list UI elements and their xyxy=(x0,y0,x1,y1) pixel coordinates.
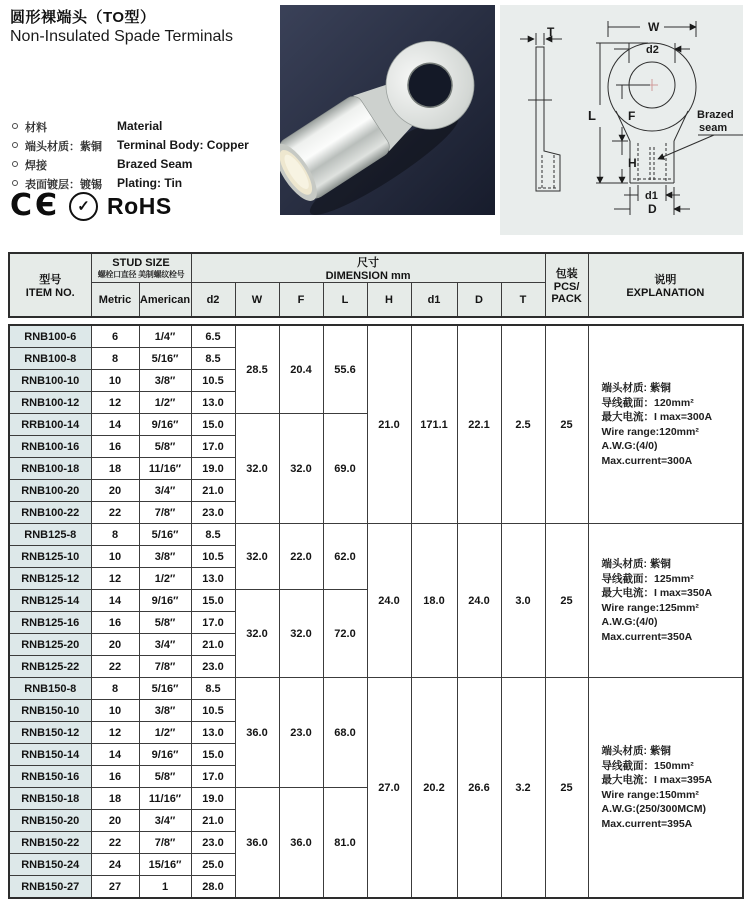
bullet-icon xyxy=(12,142,18,148)
dim-label-d1: d1 xyxy=(645,190,658,202)
rohs-label: RoHS xyxy=(107,192,172,219)
bullet-icon xyxy=(12,123,18,129)
material-list xyxy=(12,119,274,195)
explanation-line: 端头材质: 紫铜 xyxy=(601,558,671,570)
explanation-line: Max.current=350A xyxy=(601,630,693,643)
cell-american: 1/2″ xyxy=(139,722,191,744)
cell-american: 5/8″ xyxy=(139,612,191,634)
page-title-zh: 圆形裸端头（TO型） xyxy=(10,9,156,26)
cell-metric: 18 xyxy=(91,458,139,480)
cell-item-no: RNB150-14 xyxy=(9,744,91,766)
cell-item-no: RNB100-8 xyxy=(9,348,91,370)
cell-american: 1/4″ xyxy=(139,325,191,348)
cell-d2: 21.0 xyxy=(191,480,235,502)
cell-american: 11/16″ xyxy=(139,458,191,480)
cell-f: 23.0 xyxy=(279,678,323,788)
cell-item-no: RNB100-10 xyxy=(9,370,91,392)
cell-metric: 12 xyxy=(91,392,139,414)
table-row xyxy=(9,524,743,546)
cell-l: 55.6 xyxy=(323,325,367,414)
cell-metric: 12 xyxy=(91,722,139,744)
cell-d2: 25.0 xyxy=(191,854,235,876)
header-dim: d1 xyxy=(411,283,457,318)
explanation-line: Max.current=300A xyxy=(601,454,693,467)
cell-h: 27.0 xyxy=(367,678,411,899)
cell-f: 32.0 xyxy=(279,590,323,678)
cell-d1: 18.0 xyxy=(411,524,457,678)
cell-american: 7/8″ xyxy=(139,656,191,678)
cell-metric: 16 xyxy=(91,766,139,788)
cell-d2: 10.5 xyxy=(191,370,235,392)
cell-f: 36.0 xyxy=(279,788,323,899)
cell-w: 32.0 xyxy=(235,590,279,678)
explanation-line: Wire range:150mm² xyxy=(601,788,699,801)
cell-american: 3/4″ xyxy=(139,810,191,832)
cell-american: 1 xyxy=(139,876,191,899)
bullet-icon xyxy=(12,180,18,186)
cell-metric: 10 xyxy=(91,700,139,722)
cell-l: 69.0 xyxy=(323,414,367,524)
cell-american: 3/8″ xyxy=(139,546,191,568)
cell-metric: 22 xyxy=(91,502,139,524)
cell-w: 28.5 xyxy=(235,325,279,414)
cell-item-no: RNB150-12 xyxy=(9,722,91,744)
cell-f: 32.0 xyxy=(279,414,323,524)
explanation-line: 端头材质: 紫铜 xyxy=(601,745,671,757)
explanation-line: Wire range:120mm² xyxy=(601,425,699,438)
spec-table-body xyxy=(8,324,744,899)
cell-item-no: RNB100-20 xyxy=(9,480,91,502)
cell-d2: 15.0 xyxy=(191,590,235,612)
cell-d2: 15.0 xyxy=(191,414,235,436)
cell-metric: 10 xyxy=(91,370,139,392)
cell-d2: 13.0 xyxy=(191,722,235,744)
cell-explanation xyxy=(588,325,743,524)
cell-d2: 19.0 xyxy=(191,788,235,810)
material-row xyxy=(12,138,274,154)
dim-label-T: T xyxy=(547,25,555,39)
cell-item-no: RNB150-27 xyxy=(9,876,91,899)
header-item-no: 型号 ITEM NO. xyxy=(9,253,91,317)
cell-metric: 14 xyxy=(91,590,139,612)
cell-d2: 28.0 xyxy=(191,876,235,899)
cell-d2: 23.0 xyxy=(191,656,235,678)
explanation-line: A.W.G:(4/0) xyxy=(601,440,658,452)
cell-pack: 25 xyxy=(545,678,588,899)
cell-d2: 21.0 xyxy=(191,634,235,656)
cell-item-no: RNB125-10 xyxy=(9,546,91,568)
brazed-seam-label: seam xyxy=(699,122,728,134)
cell-american: 3/4″ xyxy=(139,634,191,656)
explanation-line: 最大电流：I max=395A xyxy=(601,774,713,786)
cell-item-no: RNB100-22 xyxy=(9,502,91,524)
cell-item-no: RNB125-20 xyxy=(9,634,91,656)
ce-mark-icon: CЄ xyxy=(10,188,61,223)
explanation-line: Wire range:125mm² xyxy=(601,601,699,614)
cell-american: 9/16″ xyxy=(139,744,191,766)
side-view-outline xyxy=(536,47,560,191)
cell-d2: 21.0 xyxy=(191,810,235,832)
dim-label-F: F xyxy=(628,109,636,123)
material-row xyxy=(12,119,274,135)
cell-metric: 20 xyxy=(91,480,139,502)
cell-t: 3.0 xyxy=(501,524,545,678)
cell-american: 3/8″ xyxy=(139,370,191,392)
cell-pack: 25 xyxy=(545,325,588,524)
cell-d2: 23.0 xyxy=(191,832,235,854)
cell-d2: 13.0 xyxy=(191,392,235,414)
cell-american: 5/16″ xyxy=(139,678,191,700)
cell-item-no: RNB100-18 xyxy=(9,458,91,480)
cell-item-no: RNB150-10 xyxy=(9,700,91,722)
header-dim: H xyxy=(367,283,411,318)
cell-metric: 22 xyxy=(91,832,139,854)
material-label-en: Brazed Seam xyxy=(117,157,193,171)
explanation-line: 端头材质: 紫铜 xyxy=(601,382,671,394)
cell-metric: 10 xyxy=(91,546,139,568)
cell-american: 7/8″ xyxy=(139,832,191,854)
cell-l: 81.0 xyxy=(323,788,367,899)
cell-american: 11/16″ xyxy=(139,788,191,810)
cell-american: 7/8″ xyxy=(139,502,191,524)
cell-metric: 8 xyxy=(91,524,139,546)
explanation-line: 导线截面：120mm² xyxy=(601,396,694,409)
cell-american: 9/16″ xyxy=(139,414,191,436)
cell-d2: 19.0 xyxy=(191,458,235,480)
header-american: American xyxy=(139,283,191,318)
cell-f: 20.4 xyxy=(279,325,323,414)
header-explanation: 说明 EXPLANATION xyxy=(588,253,743,317)
cell-item-no: RNB125-12 xyxy=(9,568,91,590)
dimension-drawing xyxy=(500,5,743,235)
cell-metric: 16 xyxy=(91,612,139,634)
cell-american: 15/16″ xyxy=(139,854,191,876)
cell-metric: 12 xyxy=(91,568,139,590)
cell-american: 5/8″ xyxy=(139,436,191,458)
explanation-line: 导线截面：150mm² xyxy=(601,759,694,772)
cell-metric: 24 xyxy=(91,854,139,876)
cell-d2: 23.0 xyxy=(191,502,235,524)
cell-pack: 25 xyxy=(545,524,588,678)
cell-item-no: RNB150-18 xyxy=(9,788,91,810)
cell-american: 3/4″ xyxy=(139,480,191,502)
cell-item-no: RNB100-6 xyxy=(9,325,91,348)
cell-metric: 8 xyxy=(91,678,139,700)
cell-metric: 8 xyxy=(91,348,139,370)
cell-explanation xyxy=(588,678,743,899)
cell-d: 24.0 xyxy=(457,524,501,678)
bullet-icon xyxy=(12,161,18,167)
cell-metric: 27 xyxy=(91,876,139,899)
cell-item-no: RNB125-14 xyxy=(9,590,91,612)
table-row xyxy=(9,325,743,348)
cell-metric: 20 xyxy=(91,634,139,656)
cell-item-no: RNB150-22 xyxy=(9,832,91,854)
cell-american: 5/16″ xyxy=(139,348,191,370)
explanation-line: Max.current=395A xyxy=(601,817,693,830)
quality-cert-icon: ✓ xyxy=(69,192,98,221)
product-photo xyxy=(280,5,495,215)
cell-d1: 171.1 xyxy=(411,325,457,524)
cell-item-no: RNB150-16 xyxy=(9,766,91,788)
explanation-line: 最大电流：I max=350A xyxy=(601,587,713,599)
dim-label-d2: d2 xyxy=(646,44,659,56)
cell-w: 36.0 xyxy=(235,788,279,899)
cell-l: 72.0 xyxy=(323,590,367,678)
cell-metric: 18 xyxy=(91,788,139,810)
cell-item-no: RRB100-14 xyxy=(9,414,91,436)
cell-american: 3/8″ xyxy=(139,700,191,722)
cell-metric: 16 xyxy=(91,436,139,458)
page-title-en: Non-Insulated Spade Terminals xyxy=(10,28,233,45)
cell-item-no: RNB150-8 xyxy=(9,678,91,700)
cell-d1: 20.2 xyxy=(411,678,457,899)
cell-metric: 22 xyxy=(91,656,139,678)
cell-item-no: RNB125-8 xyxy=(9,524,91,546)
cell-american: 1/2″ xyxy=(139,392,191,414)
explanation-line: 导线截面：125mm² xyxy=(601,572,694,585)
header-stud-size: STUD SIZE 螺栓口直径 美制螺纹栓号 xyxy=(91,253,191,283)
cell-d2: 17.0 xyxy=(191,612,235,634)
cell-f: 22.0 xyxy=(279,524,323,590)
cell-explanation xyxy=(588,524,743,678)
cell-h: 21.0 xyxy=(367,325,411,524)
cell-t: 3.2 xyxy=(501,678,545,899)
material-label-en: Plating: Tin xyxy=(117,176,183,190)
cell-h: 24.0 xyxy=(367,524,411,678)
cell-t: 2.5 xyxy=(501,325,545,524)
cell-d2: 13.0 xyxy=(191,568,235,590)
spec-table-header xyxy=(8,252,744,318)
material-label-zh: 材料 xyxy=(25,122,47,134)
header-dimension: 尺寸 DIMENSION mm xyxy=(191,253,545,283)
dim-label-H: H xyxy=(628,156,637,170)
cell-d2: 8.5 xyxy=(191,524,235,546)
header-dim: d2 xyxy=(191,283,235,318)
dim-label-W: W xyxy=(648,20,660,34)
brazed-seam-label: Brazed xyxy=(697,109,734,121)
material-label-zh: 表面镀层：镀锡 xyxy=(25,179,102,191)
cell-american: 9/16″ xyxy=(139,590,191,612)
material-label-en: Terminal Body: Copper xyxy=(117,138,249,152)
cell-w: 32.0 xyxy=(235,524,279,590)
spec-table-area xyxy=(8,252,742,899)
cell-metric: 14 xyxy=(91,744,139,766)
table-row xyxy=(9,678,743,700)
header-dim: W xyxy=(235,283,279,318)
cell-d2: 8.5 xyxy=(191,348,235,370)
cell-d2: 6.5 xyxy=(191,325,235,348)
cell-l: 68.0 xyxy=(323,678,367,788)
title-block xyxy=(10,6,233,46)
header-pack: 包装 PCS/ PACK xyxy=(545,253,588,317)
explanation-line: A.W.G:(250/300MCM) xyxy=(601,803,706,815)
cell-item-no: RNB125-16 xyxy=(9,612,91,634)
cell-d2: 10.5 xyxy=(191,700,235,722)
cell-d2: 10.5 xyxy=(191,546,235,568)
header-dim: L xyxy=(323,283,367,318)
cell-d2: 8.5 xyxy=(191,678,235,700)
cell-metric: 6 xyxy=(91,325,139,348)
cell-item-no: RNB150-24 xyxy=(9,854,91,876)
cell-d2: 17.0 xyxy=(191,766,235,788)
header-dim: D xyxy=(457,283,501,318)
cell-metric: 20 xyxy=(91,810,139,832)
cell-american: 5/16″ xyxy=(139,524,191,546)
header-dim: F xyxy=(279,283,323,318)
cell-d: 26.6 xyxy=(457,678,501,899)
cell-d2: 15.0 xyxy=(191,744,235,766)
cell-metric: 14 xyxy=(91,414,139,436)
cell-item-no: RNB125-22 xyxy=(9,656,91,678)
explanation-line: A.W.G:(4/0) xyxy=(601,616,658,628)
material-label-zh: 焊接 xyxy=(25,160,47,172)
header-metric: Metric xyxy=(91,283,139,318)
cell-w: 36.0 xyxy=(235,678,279,788)
cell-l: 62.0 xyxy=(323,524,367,590)
cell-american: 5/8″ xyxy=(139,766,191,788)
cell-item-no: RNB100-16 xyxy=(9,436,91,458)
dim-label-D: D xyxy=(648,202,657,216)
cell-d: 22.1 xyxy=(457,325,501,524)
material-label-en: Material xyxy=(117,119,163,133)
material-row xyxy=(12,157,274,173)
dim-label-L: L xyxy=(588,108,596,123)
explanation-line: 最大电流：I max=300A xyxy=(601,411,713,423)
material-label-zh: 端头材质：紫铜 xyxy=(25,141,102,153)
cell-american: 1/2″ xyxy=(139,568,191,590)
certification-logos xyxy=(10,188,172,223)
cell-w: 32.0 xyxy=(235,414,279,524)
cell-d2: 17.0 xyxy=(191,436,235,458)
header-dim: T xyxy=(501,283,545,318)
cell-item-no: RNB150-20 xyxy=(9,810,91,832)
cell-item-no: RNB100-12 xyxy=(9,392,91,414)
